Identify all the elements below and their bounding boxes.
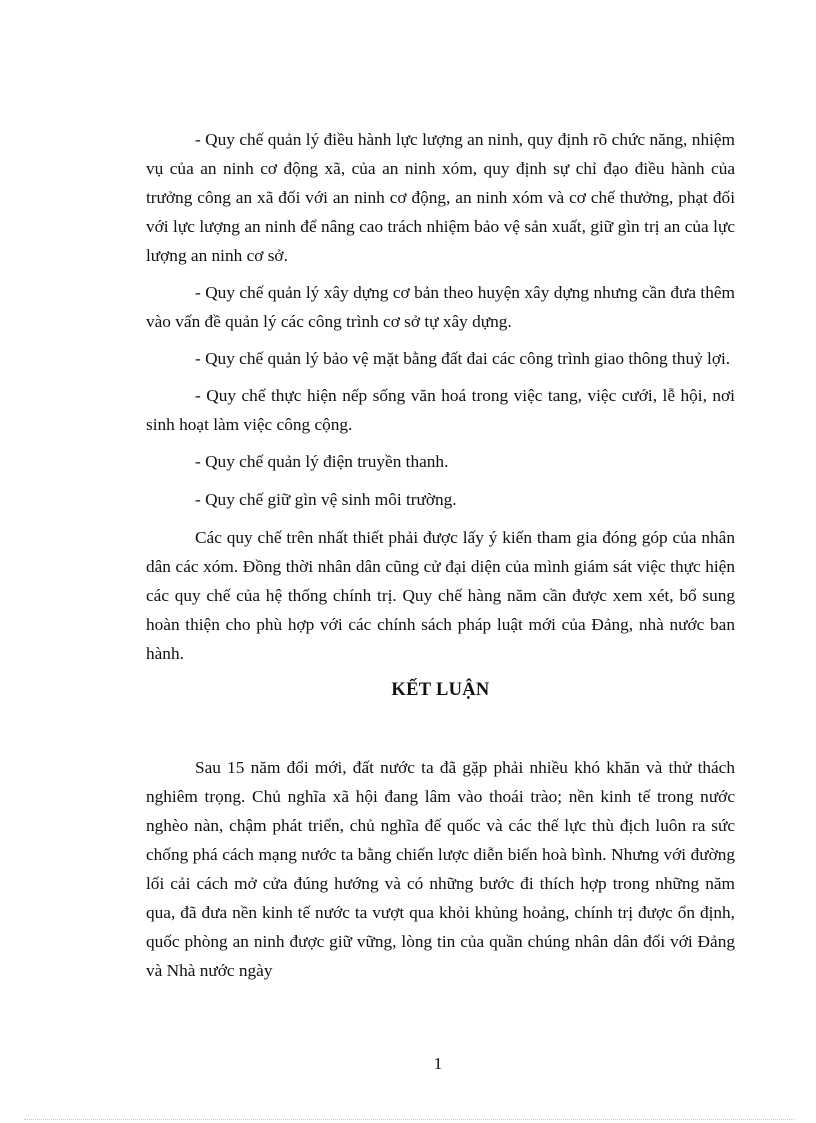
paragraph-regulation-consultation: Các quy chế trên nhất thiết phải được lấy ý kiến tham gia đóng góp của nhân dân các xóm. Đồng thời nhân dân cũng cử đại diện của mình giám sát việc thực hiện các quy chế của hệ thống chính trị. Quy chế hàng năm cần được xem xét, bổ sung hoàn thiện cho phù hợp với các chính sách pháp luật mới của Đảng, nhà nước ban hành.: [146, 528, 735, 663]
section-heading-conclusion: KẾT LUẬN: [391, 680, 490, 700]
paragraph-culture-regulation: - Quy chế thực hiện nếp sống văn hoá trong việc tang, việc cưới, lễ hội, nơi sinh hoạt làm việc công cộng.: [146, 386, 735, 434]
page-number: 1: [433, 1054, 443, 1073]
page-body: [146, 125, 735, 993]
paragraph-construction-regulation: - Quy chế quản lý xây dựng cơ bản theo huyện xây dựng nhưng cần đưa thêm vào vấn đề quản lý các công trình cơ sở tự xây dựng.: [146, 283, 735, 331]
footer-divider: [24, 1119, 794, 1120]
paragraph-security-regulation: - Quy chế quản lý điều hành lực lượng an ninh, quy định rõ chức năng, nhiệm vụ của an ninh cơ động xã, của an ninh xóm, quy định sự chỉ đạo điều hành của trưởng công an xã đối với an ninh cơ động, an ninh xóm và cơ chế thưởng, phạt đối với lực lượng an ninh để nâng cao trách nhiệm bảo vệ sản xuất, giữ gìn trị an của lực lượng an ninh cơ sở.: [146, 130, 735, 265]
paragraph-conclusion-body: Sau 15 năm đổi mới, đất nước ta đã gặp phải nhiều khó khăn và thử thách nghiêm trọng. Chủ nghĩa xã hội đang lâm vào thoái trào; nền kinh tế trong nước nghèo nàn, chậm phát triển, chủ nghĩa đế quốc và các thế lực thù địch luôn ra sức chống phá cách mạng nước ta bằng chiến lược diễn biến hoà bình. Nhưng với đường lối cải cách mở cửa đúng hướng và có những bước đi thích hợp trong những năm qua, đã đưa nền kinh tế nước ta vượt qua khỏi khủng hoảng, chính trị được ổn định, quốc phòng an ninh được giữ vững, lòng tin của quần chúng nhân dân đối với Đảng và Nhà nước ngày: [146, 758, 735, 980]
paragraph-environment-regulation: - Quy chế giữ gìn vệ sinh môi trường.: [195, 490, 457, 509]
paragraph-land-protection-regulation: - Quy chế quản lý bảo vệ mặt bằng đất đai các công trình giao thông thuỷ lợi.: [195, 349, 731, 368]
paragraph-radio-regulation: - Quy chế quản lý điện truyền thanh.: [195, 452, 449, 471]
